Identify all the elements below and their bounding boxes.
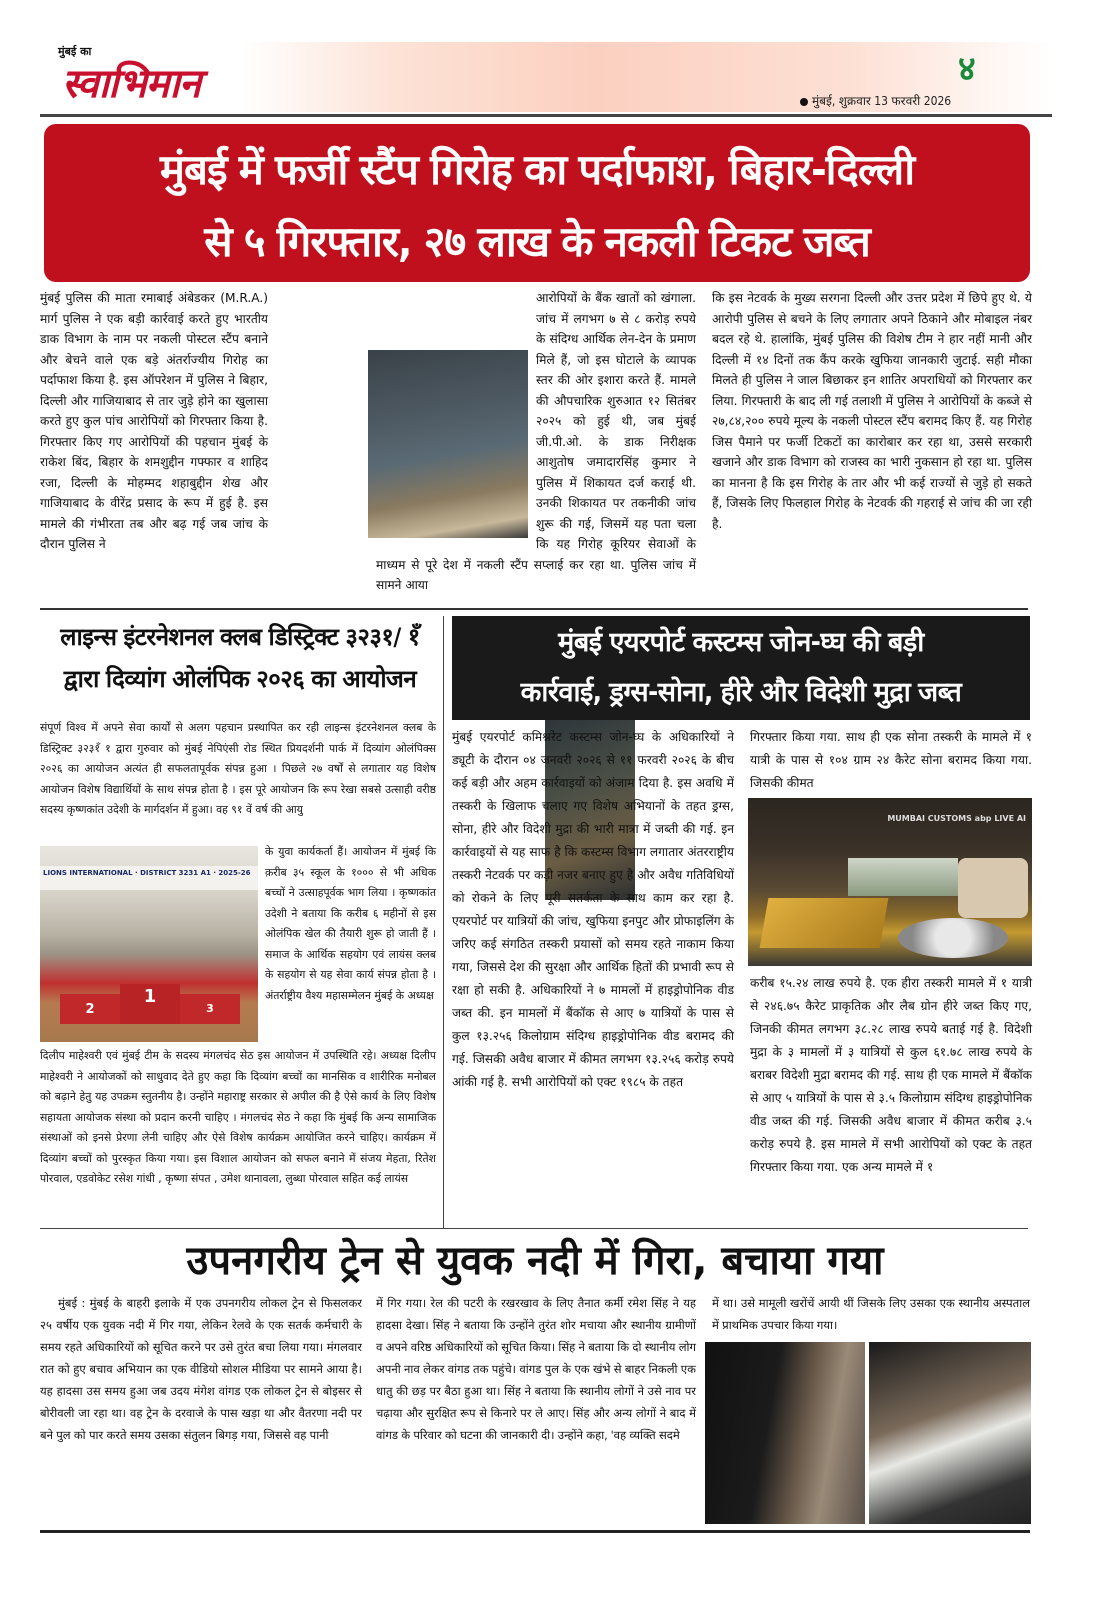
newspaper-logo: स्वाभिमान bbox=[62, 60, 201, 107]
lead-story-text-1: मुंबई पुलिस की माता रमाबाई अंबेडकर (M.R.A.) मार्ग पुलिस ने एक बड़ी कार्रवाई करते हुए भारतीय डाक विभाग के नाम पर नकली पोस्टल स्टैंप बनाने और बेचने वाले एक बड़े अंतर्राज्यीय गिरोह का पर्दाफाश किया है. इस ऑपरेशन में पुलिस ने बिहार, दिल्ली और गाजियाबाद से तार जुड़े होने का खुलासा करते हुए कुल पांच आरोपियों को गिरफ्तार किया है. गिरफ्तार किए गए आरोपियों की पहचान मुंबई के राकेश बिंद, बिहार के शमशुद्दीन गफ्फार व शाहिद रजा, दिल्ली के मोहम्मद शहाबुद्दीन शेख और गाजियाबाद के वीरेंद्र प्रसाद के रूप में हुई है. इस मामले की गंभीरता तब और बढ़ गई जब जांच के दौरान पुलिस ने bbox=[40, 291, 268, 551]
lead-story-column-2 bbox=[376, 288, 696, 596]
bottom-divider bbox=[40, 1530, 1030, 1533]
podium-second: 2 bbox=[60, 994, 120, 1024]
lead-story-text-3: कि इस नेटवर्क के मुख्य सरगना दिल्ली और उत्तर प्रदेश में छिपे हुए थे. ये आरोपी पुलिस से बचने के लिए लगातार अपने ठिकाने और मोबाइल नंबर बदल रहे थे. हालांकि, मुंबई पुलिस की विशेष टीम ने हार नहीं मानी और दिल्ली में १४ दिनों तक कैंप करके खुफिया जानकारी जुटाई. सही मौका मिलते ही पुलिस ने जाल बिछाकर इन शातिर अपराधियों को गिरफ्तार कर लिया. गिरफ्तारी के बाद ली गई तलाशी में पुलिस ने आरोपियों के कब्जे से २७,८४,२०० रुपये मूल्य के नकली पोस्टल स्टैंप बरामद किए हैं. यह गिरोह जिस पैमाने पर फर्जी टिकटों का कारोबार कर रहा था, उससे सरकारी खजाने और डाक विभाग को राजस्व का भारी नुकसान हो रहा था. पुलिस का मानना है कि इस गिरोह के तार और भी कई राज्यों से जुड़े हो सकते हैं, जिसके लिए फिलहाल गिरोह के नेटवर्क की गहराई से जांच की जा रही है. bbox=[712, 291, 1032, 531]
lead-headline-line2: से ५ गिरफ्तार, २७ लाख के नकली टिकट जब्त bbox=[204, 217, 870, 266]
podium bbox=[60, 986, 240, 1024]
lions-headline-line1: लाइन्स इंटरनेशनल क्लब डिस्ट्रिक्ट ३२३१/ १ँ bbox=[60, 623, 420, 651]
rescue-photo-left bbox=[705, 1342, 865, 1524]
lions-story-side: के युवा कार्यकर्ता हैं। आयोजन में मुंबई कि क़रीब ३५ स्कूल के १००० से भी अधिक बच्चों ने उत्साहपूर्वक भाग लिया । कृष्णकांत उदेशी ने बताया कि करीब ६ महीनों से इस ओलंपिक खेल की तैयारी शुरू हो जाती हैं । समाज के आर्थिक सहयोग एवं लायंस क्लब के सहयोग से यह सेवा कार्य संपन्न होता है । अंतर्राष्ट्रीय वैश्य महासम्मेलन मुंबई के अध्यक्ष bbox=[265, 845, 436, 1002]
lions-headline bbox=[40, 616, 440, 700]
diamond-bowls bbox=[898, 918, 1008, 958]
photo-watermark: MUMBAI CUSTOMS abp LIVE AI bbox=[887, 814, 1026, 823]
bullet-icon bbox=[800, 98, 808, 106]
top-divider bbox=[40, 114, 1052, 117]
customs-story-column-2-top: गिरफ्तार किया गया. साथ ही एक सोना तस्करी के मामले में १ यात्री के पास से १०४ ग्राम २४ कैरेट सोना बरामद किया गया. जिसकी कीमत bbox=[750, 730, 1032, 790]
customs-headline-line1: मुंबई एयरपोर्ट कस्टम्स जोन-घ्घ की बड़ी bbox=[558, 627, 924, 658]
gold-bars bbox=[760, 898, 889, 948]
lead-story-text-2: आरोपियों के बैंक खातों को खंगाला. जांच में लगभग ७ से ८ करोड़ रुपये के संदिग्ध आर्थिक लेन-देन के प्रमाण मिले हैं, जो इस घोटाले के व्यापक स्तर की ओर इशारा करते हैं. मामले की औपचारिक शुरुआत १२ सितंबर २०२५ को हुई थी, जब मुंबई जी.पी.ओ. के डाक निरीक्षक आशुतोष जमादारसिंह कुमार ने पुलिस में शिकायत दर्ज कराई थी. उनकी शिकायत पर तकनीकी जांच शुरू की गई, जिसमें यह पता चला कि यह गिरोह कूरियर सेवाओं के माध्यम से पूरे देश में नकली स्टैंप सप्लाई कर रहा था. पुलिस जांच में सामने आया bbox=[376, 291, 696, 592]
lead-headline bbox=[44, 124, 1030, 282]
train-story-column-2: में गिर गया। रेल की पटरी के रखरखाव के लिए तैनात कर्मी रमेश सिंह ने यह हादसा देखा। सिंह ने बताया कि उन्होंने तुरंत शोर मचाया और स्थानीय ग्रामीणों व अपने वरिष्ठ अधिकारियों को सूचित किया। सिंह ने बताया कि दो स्थानीय लोग अपनी नाव लेकर वांगड तक पहुंचे। वांगड पुल के एक खंभे से बाहर निकली एक धातु की छड़ पर बैठा हुआ था। सिंह ने बताया कि स्थानीय लोगों ने उसे नाव पर चढ़ाया और सुरक्षित रूप से किनारे पर ले आए। सिंह और अन्य लोगों ने बाद में वांगड के परिवार को घटना की जानकारी दी। उन्होंने कहा, 'वह व्यक्ति सदमे bbox=[376, 1296, 696, 1442]
dateline-text: मुंबई, शुक्रवार 13 फरवरी 2026 bbox=[812, 94, 952, 108]
lead-story-column-1 bbox=[40, 288, 362, 555]
lions-headline-line2: द्वारा दिव्यांग ओलंपिक २०२६ का आयोजन bbox=[63, 665, 417, 693]
customs-headline bbox=[452, 616, 1030, 720]
seized-stamps-photo bbox=[368, 350, 528, 538]
currency-stacks bbox=[848, 858, 958, 896]
lead-headline-line1: मुंबई में फर्जी स्टैंप गिरोह का पर्दाफाश, बिहार-दिल्ली bbox=[159, 145, 915, 194]
rescue-photo-right bbox=[869, 1342, 1031, 1524]
lions-story-bottom: दिलीप माहेश्वरी एवं मुंबई टीम के सदस्य मंगलचंद सेठ इस आयोजन में उपस्थिति रहे। अध्यक्ष दिलीप माहेश्वरी ने आयोजकों को साधुवाद देते हुए कहा कि दिव्यांग बच्चों का मानसिक व शारीरिक मनोबल को बढ़ाने हेतु यह उपक्रम स्तुतनीय है। उन्होंने महाराष्ट्र सरकार से अपील की है ऐसे कार्य के लिए विशेष सहायता आयोजक संस्था को प्रदान करनी चाहिए । मंगलचंद सेठ ने कहा कि मुंबई कि अन्य सामाजिक संस्थाओं को इनसे प्रेरणा लेनी चाहिए और ऐसे विशेष कार्यक्रम आयोजित करने चाहिए। कार्यक्रम में दिव्यांग बच्चों को पुरस्कृत किया गया। इस विशाल आयोजन को सफल बनाने में संजय मेहता, रितेश पोरवाल, एडवोकेट रसेश गांधी , कृष्णा संपत , उमेश थानावला, लुब्धा पोरवाल सहित कई लायंस bbox=[40, 1049, 436, 1185]
lions-story-intro: संपूर्ण विश्व में अपने सेवा कार्यों से अलग पहचान प्रस्थापित कर रही लाइन्स इंटरनेशनल क्लब के डिस्ट्रिक्ट ३२३१ँ १ द्वारा गुरुवार को मुंबई नेपिएंसी रोड स्थित प्रियदर्शनी पार्क में दिव्यांग ओलंपिक्स २०२६ का आयोजन अत्यंत ही सफलतापूर्वक संपन्न हुआ । पिछले २७ वर्षों से लगातार यह विशेष आयोजन विशेष विद्यार्थियों के साथ संपन्न होता है । इस पूरे आयोजन कि रूप रेखा सबसे उत्साही वरीष्ठ सदस्य कृष्णकांत उदेशी के मार्गदर्शन में हुआ। वह ९१ वें वर्ष की आयु bbox=[40, 721, 436, 816]
section-divider-2 bbox=[40, 1228, 1028, 1229]
lead-story-column-3 bbox=[712, 288, 1032, 534]
section-divider bbox=[40, 608, 1028, 610]
dateline bbox=[800, 92, 951, 109]
customs-seizure-photo bbox=[748, 798, 1032, 966]
train-story-column-1: मुंबई : मुंबई के बाहरी इलाके में एक उपनगरीय लोकल ट्रेन से फिसलकर २५ वर्षीय एक युवक नदी में गिर गया, लेकिन रेलवे के एक सतर्क कर्मचारी के समय रहते अधिकारियों को सूचित करने पर उसे तुरंत बचा लिया गया। मंगलवार रात को हुए बचाव अभियान का एक वीडियो सोशल मीडिया पर सामने आया है। यह हादसा उस समय हुआ जब उदय मंगेश वांगड एक लोकल ट्रेन से बोइसर से बोरीवली जा रहा था। वह ट्रेन के दरवाजे के पास खड़ा था और वैतरणा नदी पर बने पुल को पार करते समय उसका संतुलन बिगड़ गया, जिससे वह पानी bbox=[40, 1296, 362, 1442]
column-divider bbox=[443, 616, 444, 1228]
page-number: ४ bbox=[958, 49, 976, 89]
customs-story-column-1: मुंबई एयरपोर्ट कमिश्नरेट कस्टम्स जोन-घ्घ के अधिकारियों ने ड्यूटी के दौरान ०४ जनवरी २०२६ से ११ फरवरी २०२६ के बीच कई बड़ी और अहम कार्रवाइयों को अंजाम दिया है. इस अवधि में तस्करी के खिलाफ चलाए गए विशेष अभियानों के तहत ड्रग्स, सोना, हीरे और विदेशी मुद्रा की भारी मात्रा में जब्ती की गई. इन कार्रवाइयों से यह साफ है कि कस्टम्स विभाग लगातार अंतरराष्ट्रीय तस्करी नेटवर्क पर कड़ी नजर बनाए हुए है और अवैध गतिविधियों को रोकने के लिए पूरी सतर्कता के साथ काम कर रहा है. एयरपोर्ट पर यात्रियों की जांच, खुफिया इनपुट और प्रोफाइलिंग के जरिए कई संगठित तस्करी प्रयासों को समय रहते नाकाम किया गया, जिससे देश की सुरक्षा और आर्थिक हितों की प्रभावी रूप से रक्षा हो सकी है. अधिकारियों ने ७ मामलों में हाइड्रोपोनिक वीड जब्त की. इन मामलों में बैंकॉक से आए ७ यात्रियों के पास से कुल १३.२५६ किलोग्राम संदिग्ध हाइड्रोपोनिक वीड बरामद की गई. जिसकी अवैध बाजार में कीमत लगभग १३.२५६ करोड़ रुपये आंकी गई है. सभी आरोपियों को एक्ट १९८५ के तहत bbox=[452, 730, 734, 1089]
photo-banner: LIONS INTERNATIONAL · DISTRICT 3231 A1 · 2025-26 bbox=[40, 866, 258, 890]
customs-story-column-2-bottom: करीब १५.२४ लाख रुपये है. एक हीरा तस्करी मामले में १ यात्री से २४६.७५ कैरेट प्राकृतिक और लैब ग्रोन हीरे जब्त किए गए, जिनकी कीमत लगभग ३८.२८ लाख रुपये बताई गई है. विदेशी मुद्रा के ३ मामलों में ३ यात्रियों से कुल ६१.७८ लाख रुपये के बराबर विदेशी मुद्रा बरामद की गई. साथ ही एक मामले में बैंकॉक से आए ५ यात्रियों के पास से ३.५ किलोग्राम संदिग्ध हाइड्रोपोनिक वीड जब्त की गई. जिसकी अवैध बाजार में कीमत करीब ३.५ करोड़ रुपये है. इस मामले में सभी आरोपियों को एक्ट के तहत गिरफ्तार किया गया. एक अन्य मामले में १ bbox=[750, 976, 1032, 1174]
podium-first: 1 bbox=[120, 984, 180, 1024]
drug-packets bbox=[958, 858, 1028, 918]
logo-tagline: मुंबई का bbox=[58, 45, 92, 58]
podium-third: 3 bbox=[180, 994, 240, 1024]
lions-event-photo bbox=[40, 846, 258, 1042]
customs-headline-line2: कार्रवाई, ड्रग्स-सोना, हीरे और विदेशी मुद्रा जब्त bbox=[520, 677, 962, 708]
train-story-column-3: में था। उसे मामूली खरोंचें आयी थीं जिसके लिए उसका एक स्थानीय अस्पताल में प्राथमिक उपचार किया गया। bbox=[712, 1296, 1030, 1332]
train-headline: उपनगरीय ट्रेन से युवक नदी में गिरा, बचाया गया bbox=[186, 1238, 884, 1284]
